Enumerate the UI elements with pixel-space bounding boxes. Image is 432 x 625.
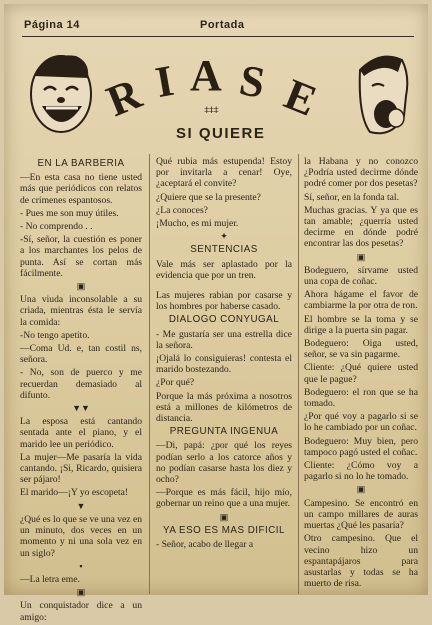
text-paragraph: El marido—¡Y yo escopeta! bbox=[20, 487, 129, 499]
masthead-subtitle: SI QUIERE bbox=[176, 125, 266, 142]
text-paragraph: Qué rubia más estupenda! Estoy por invitarla a cenar! Oye, ¿aceptará el convite? bbox=[156, 156, 292, 190]
title-letter-a: A bbox=[190, 51, 222, 100]
text-paragraph: La esposa está cantando sentada ante el piano, y el marido lee un periódico. bbox=[20, 416, 142, 450]
text-paragraph: Bodeguero: Muy bien, pero tampoco pagó usted el coñac. bbox=[304, 435, 418, 458]
text-paragraph: —Di, papá: ¿por qué los reyes podían serlo a los catorce años y no podían casarse hasta los diez y ocho? bbox=[156, 440, 292, 486]
text-paragraph: - No, son de puerco y me recuerdan demasiado al difunto. bbox=[20, 367, 142, 401]
column-1 bbox=[20, 156, 142, 625]
column-divider-1 bbox=[149, 154, 150, 594]
heading-sentencias: SENTENCIAS bbox=[190, 244, 258, 256]
text-paragraph: —Coma Ud. e, tan costil ns, señora. bbox=[20, 343, 142, 366]
text-paragraph: La mujer—Me pasaría la vida cantando. ¡Si, Ricardo, quisiera ser pájaro! bbox=[20, 451, 142, 486]
text-paragraph: ¿Por qué? bbox=[156, 377, 195, 389]
masthead-ornament: ⧧⧧⧧ bbox=[204, 104, 219, 116]
text-paragraph: ¡Ojalá lo consiguieras! contesta el marido bostezando. bbox=[156, 353, 292, 376]
text-paragraph: - Pues me son muy útiles. bbox=[20, 207, 119, 219]
title-letter-r: R bbox=[99, 68, 148, 127]
text-paragraph: El hombre se la toma y se dirige a la puerta sin pagar. bbox=[304, 313, 418, 336]
text-paragraph: Bodeguero: Oiga usted, señor, se va sin pagarme. bbox=[304, 338, 418, 361]
text-paragraph: la Habana y no conozco ¿Podría usted decirme dónde podré comer por dos pesetas? bbox=[304, 156, 418, 190]
text-paragraph: Las mujeres rabian por casarse y los hombres por haberse casado. bbox=[156, 290, 292, 313]
text-paragraph: ¿La conoces? bbox=[156, 204, 208, 216]
text-paragraph: —En esta casa no tiene usted más que periódicos con relatos de crímenes espantosos. bbox=[20, 172, 142, 206]
page-number: Página 14 bbox=[24, 19, 80, 31]
text-paragraph: -No tengo apetito. bbox=[20, 329, 90, 341]
text-paragraph: —Porque es más fácil, hijo mío, gobernar un reino que a una mujer. bbox=[156, 487, 292, 510]
text-paragraph: -Sí, señor, la cuestión es poner a los marchantes los pelos de punta. Así se cortan más fácilmente. bbox=[20, 234, 142, 279]
text-paragraph: Cliente: ¿Qué quiere usted que le pague? bbox=[304, 362, 418, 385]
newspaper-page bbox=[4, 4, 428, 623]
separator-ornament: ▣ bbox=[219, 511, 229, 522]
text-paragraph: Cliente: ¿Cómo voy a pagarlo si no lo he tomado. bbox=[304, 460, 418, 483]
text-paragraph: Sí, señor, en la fonda tal. bbox=[304, 191, 399, 203]
heading-ya-eso-es-mas-dificil: YA ESO ES MAS DIFICIL bbox=[163, 524, 285, 536]
laughing-face-left-illustration bbox=[26, 46, 96, 146]
text-paragraph: - Me gustaría ser una estrella dice la señora. bbox=[156, 328, 292, 351]
text-paragraph: ¿Quiere que se la presente? bbox=[156, 191, 261, 203]
text-paragraph: - Señor, acabo de llegar a bbox=[156, 539, 254, 551]
heading-pregunta-ingenua: PREGUNTA INGENUA bbox=[169, 426, 279, 438]
text-paragraph: Porque la más próxima a nosotros está a millones de kilómetros de distancia. bbox=[156, 390, 292, 425]
separator-ornament: ▣ bbox=[356, 484, 366, 495]
heading-dialogo-conyugal: DIALOGO CONYUGAL bbox=[168, 314, 280, 326]
text-paragraph: Una viuda inconsolable a su criada, mientras ésta le servía la comida: bbox=[20, 294, 142, 328]
title-letter-i: I bbox=[151, 55, 178, 108]
text-paragraph: Un conquistador dice a un amigo: bbox=[20, 600, 142, 623]
text-paragraph: - No comprendo . . bbox=[20, 221, 93, 233]
masthead bbox=[4, 42, 428, 150]
separator-ornament: ▪ bbox=[79, 560, 83, 571]
text-paragraph: ¿Por qué voy a pagarlo si se lo he cambiado por un coñac. bbox=[304, 411, 418, 434]
text-paragraph: Ahora hágame el favor de cambiarme la por otra de ron. bbox=[304, 289, 418, 312]
laughing-face-right-illustration bbox=[352, 46, 412, 146]
text-paragraph: ¿Qué es lo que se ve una vez en un minuto, dos veces en un momento y ni una sola vez en un siglo? bbox=[20, 513, 143, 559]
separator-ornament: ▼ bbox=[76, 500, 86, 511]
section-name: Portada bbox=[200, 19, 245, 31]
text-paragraph: ¡Mucho, es mi mujer. bbox=[156, 218, 239, 230]
text-paragraph: Campesino. Se encontró en un campo millares de auras muertas ¿Qué les pasaría? bbox=[304, 497, 418, 532]
column-2 bbox=[156, 156, 292, 552]
separator-ornament: ▼▼ bbox=[72, 403, 90, 414]
text-paragraph: Bodeguero, sírvame usted una copa de coñac. bbox=[304, 264, 418, 288]
column-3 bbox=[304, 156, 418, 591]
separator-ornament: ▣ bbox=[76, 281, 86, 292]
heading-barberia: EN LA BARBERIA bbox=[37, 158, 125, 169]
title-letter-s: S bbox=[235, 55, 269, 108]
title-letter-e: E bbox=[277, 69, 324, 126]
text-paragraph: —La letra eme. bbox=[20, 573, 80, 585]
text-paragraph: Muchas gracias. Y ya que es tan amable; ¿querría usted decirme en dónde podré encontrar las dos pesetas? bbox=[304, 204, 418, 250]
text-paragraph: Otro campesino. Que el vecino hizo un espantapájaros para asustarlas y todas se ha muerto de risa. bbox=[304, 533, 418, 590]
column-divider-2 bbox=[298, 154, 299, 594]
text-paragraph: Bodeguero: el ron que se ha tomado. bbox=[304, 386, 418, 410]
separator-ornament: ▣ bbox=[356, 251, 366, 262]
header-rule bbox=[22, 36, 414, 37]
separator-ornament: ▣ bbox=[76, 587, 86, 598]
text-paragraph: Vale más ser aplastado por la evidencia que por un tren. bbox=[156, 258, 292, 281]
separator-ornament: ✦ bbox=[220, 231, 228, 242]
